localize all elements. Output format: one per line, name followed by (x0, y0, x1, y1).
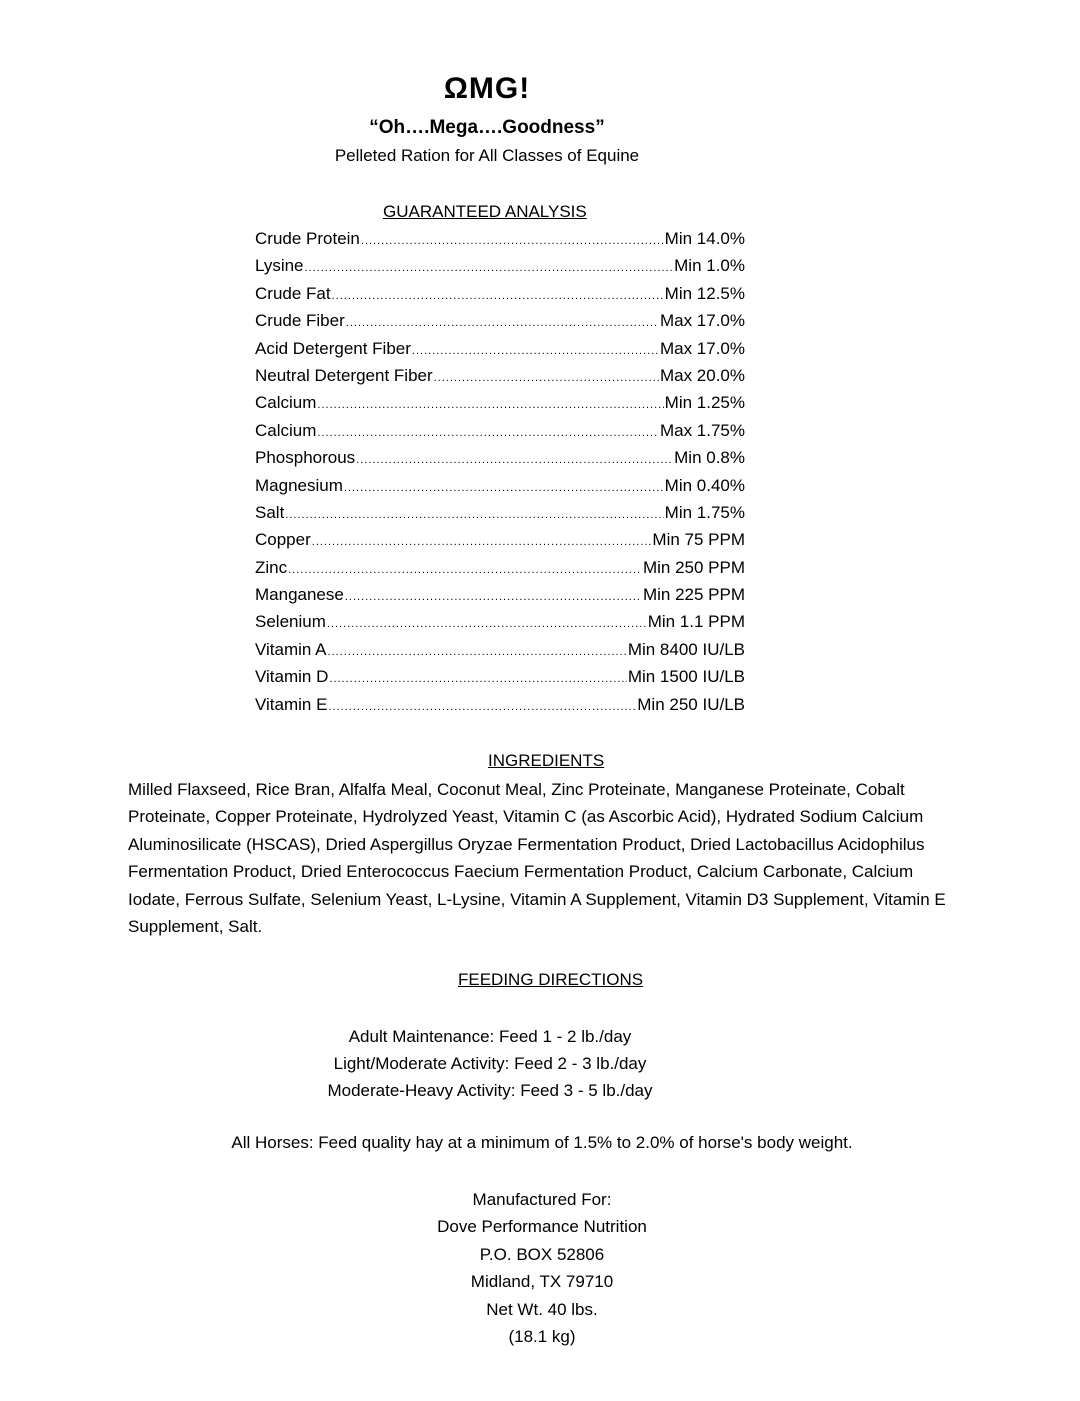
analysis-row (255, 256, 745, 283)
analysis-row (255, 311, 745, 338)
hay-recommendation: All Horses: Feed quality hay at a minimum of 1.5% to 2.0% of horse's body weight. (231, 1133, 853, 1152)
analysis-value: Min 12.5% (664, 283, 745, 303)
analysis-row (255, 612, 745, 639)
product-title: ΩMG! (443, 72, 531, 105)
analysis-label: Phosphorous (255, 448, 356, 468)
leader-dots (305, 262, 674, 274)
analysis-label: Vitamin D (255, 667, 329, 687)
analysis-label: Crude Protein (255, 229, 360, 248)
analysis-value: Min 0.8% (674, 448, 745, 468)
leader-dots (285, 509, 663, 521)
guaranteed-analysis-heading: GUARANTEED ANALYSIS (383, 202, 587, 221)
analysis-value: Min 225 PPM (642, 585, 745, 605)
analysis-value: Min 250 IU/LB (637, 694, 745, 714)
analysis-label: Magnesium (255, 475, 343, 495)
analysis-value: Min 1500 IU/LB (627, 667, 745, 687)
net-weight: Net Wt. 40 lbs. (486, 1299, 598, 1319)
analysis-value: Min 75 PPM (652, 530, 745, 550)
analysis-value: Min 1.75% (664, 502, 745, 522)
product-tagline: Pelleted Ration for All Classes of Equine (334, 146, 640, 165)
analysis-row (255, 284, 745, 311)
leader-dots (288, 564, 642, 576)
leader-dots (317, 399, 663, 411)
analysis-row (255, 695, 745, 722)
analysis-label: Neutral Detergent Fiber (255, 365, 433, 385)
analysis-row (255, 530, 745, 557)
analysis-row (255, 640, 745, 667)
leader-dots (317, 427, 659, 439)
analysis-label: Vitamin E (255, 694, 328, 714)
analysis-value: Max 17.0% (659, 311, 745, 331)
analysis-value: Max 20.0% (659, 365, 745, 385)
leader-dots (361, 235, 664, 247)
analysis-label: Copper (255, 530, 311, 550)
analysis-row (255, 421, 745, 448)
leader-dots (412, 345, 659, 357)
analysis-row (255, 393, 745, 420)
analysis-label: Vitamin A (255, 639, 327, 659)
analysis-row (255, 558, 745, 585)
analysis-label: Selenium (255, 612, 326, 632)
analysis-label: Salt (255, 502, 285, 522)
analysis-value: Min 1.0% (674, 256, 745, 276)
feeding-directions-list (0, 1023, 1080, 1104)
feeding-line: Light/Moderate Activity: Feed 2 - 3 lb./day (333, 1054, 647, 1073)
analysis-label: Zinc (255, 557, 288, 577)
feeding-line: Adult Maintenance: Feed 1 - 2 lb./day (348, 1027, 632, 1046)
leader-dots (312, 536, 652, 548)
leader-dots (434, 372, 659, 384)
analysis-row (255, 339, 745, 366)
analysis-value: Min 8400 IU/LB (627, 639, 745, 659)
net-weight-kg: (18.1 kg) (508, 1327, 576, 1347)
leader-dots (328, 646, 627, 658)
leader-dots (328, 701, 636, 713)
analysis-row (255, 229, 745, 256)
analysis-value: Max 17.0% (659, 338, 745, 358)
analysis-value: Min 1.25% (664, 393, 745, 413)
analysis-label: Crude Fiber (255, 311, 345, 331)
leader-dots (332, 290, 664, 302)
analysis-row (255, 503, 745, 530)
leader-dots (329, 673, 626, 685)
analysis-value: Min 1.1 PPM (647, 612, 745, 632)
leader-dots (346, 317, 659, 329)
guaranteed-analysis-list (255, 229, 745, 722)
manufacturer-po-box: P.O. BOX 52806 (479, 1244, 605, 1264)
analysis-row (255, 366, 745, 393)
analysis-label: Acid Detergent Fiber (255, 338, 411, 358)
analysis-value: Min 14.0% (664, 229, 745, 248)
analysis-label: Lysine (255, 256, 304, 276)
analysis-label: Manganese (255, 585, 344, 605)
manufacturer-city: Midland, TX 79710 (470, 1272, 614, 1292)
ingredients-heading: INGREDIENTS (488, 751, 605, 770)
analysis-value: Max 1.75% (659, 420, 745, 440)
manufacturer-block (0, 1186, 1080, 1350)
leader-dots (356, 454, 673, 466)
leader-dots (344, 482, 664, 494)
ingredients-text: Milled Flaxseed, Rice Bran, Alfalfa Meal, Coconut Meal, Zinc Proteinate, Manganese Proteinate, Cobalt Proteinate, Copper Proteinate, Hydrolyzed Yeast, Vitamin C (as Ascorbic Acid), Hydrated Sodium Calcium Aluminosilicate (HSCAS), Dried Aspergillus Oryzae Fermentation Product, Dried Lactobacillus Acidophilus Fermentation Product, Dried Enterococcus Faecium Fermentation Product, Calcium Carbonate, Calcium Iodate, Ferrous Sulfate, Selenium Yeast, L-Lysine, Vitamin A Supplement, Vitamin D3 Supplement, Vitamin E Supplement, Salt. (128, 780, 946, 937)
analysis-label: Crude Fat (255, 283, 331, 303)
feeding-directions-heading: FEEDING DIRECTIONS (458, 970, 644, 989)
analysis-row (255, 667, 745, 694)
analysis-value: Min 250 PPM (642, 557, 745, 577)
product-subtitle: “Oh….Mega….Goodness” (369, 117, 605, 138)
analysis-row (255, 448, 745, 475)
analysis-label: Calcium (255, 393, 317, 413)
analysis-row (255, 476, 745, 503)
manufacturer-name: Dove Performance Nutrition (437, 1217, 647, 1237)
leader-dots (327, 618, 647, 630)
manufacturer-label: Manufactured For: (472, 1190, 612, 1209)
leader-dots (345, 591, 642, 603)
feeding-line: Moderate-Heavy Activity: Feed 3 - 5 lb./day (327, 1081, 653, 1100)
analysis-label: Calcium (255, 420, 317, 440)
analysis-value: Min 0.40% (664, 475, 745, 495)
analysis-row (255, 585, 745, 612)
